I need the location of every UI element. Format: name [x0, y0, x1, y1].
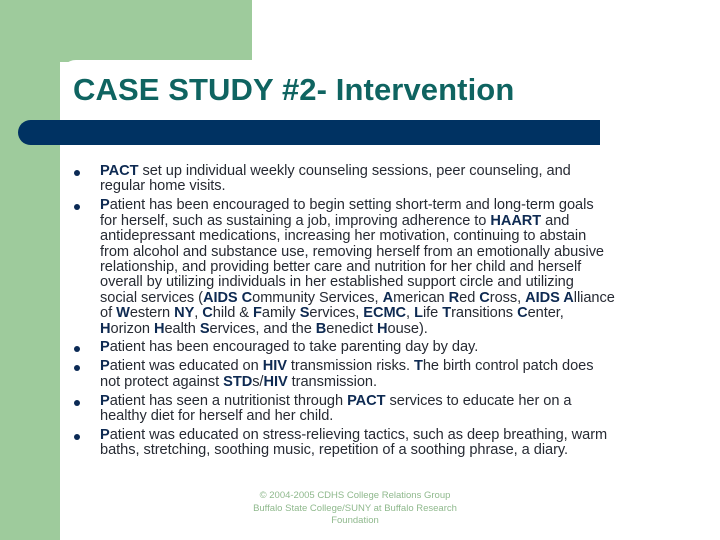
text-segment: ommunity Services, [252, 289, 383, 306]
text-segment: ife [422, 305, 443, 322]
emphasized-text: C [479, 289, 490, 306]
text-segment: merican [393, 289, 449, 306]
text-segment: ross, [489, 289, 526, 306]
text-segment: ouse). [387, 320, 428, 337]
text-segment: ervices, and the [209, 320, 316, 337]
bullet-text-line [100, 428, 720, 443]
text-segment: lliance [573, 289, 615, 306]
emphasized-text: PACT [347, 392, 386, 409]
text-segment: relationship, and providing better care and nutrition for her child and herself [100, 258, 582, 275]
text-segment: hild & [212, 305, 253, 322]
text-segment: amily [261, 305, 300, 322]
text-segment: overall by utilizing individuals in her established support circle and utilizing [100, 274, 574, 291]
bullet-text-line [100, 260, 720, 275]
bullet-text-line [100, 306, 720, 321]
emphasized-text: S [199, 320, 210, 337]
text-segment: orizon [110, 320, 154, 337]
bullet-text-line [100, 214, 720, 229]
text-segment: services to educate her on a [385, 392, 572, 409]
footer-line: © 2004-2005 CDHS College Relations Group [259, 490, 451, 501]
text-segment: atient was educated on stress-relieving tactics, such as deep breathing, warm [109, 427, 608, 443]
emphasized-text: HAART [490, 212, 542, 229]
text-segment: transmission. [287, 373, 377, 390]
text-segment: , [194, 305, 203, 322]
bullet-text-line [100, 291, 720, 306]
title-underline-bar [18, 120, 600, 145]
bullet-text-line [100, 443, 720, 458]
text-segment: ed [459, 289, 480, 306]
text-segment: social services ( [100, 289, 203, 306]
emphasized-text: P [100, 392, 110, 409]
text-segment: ransitions [451, 305, 518, 322]
bullet-text-line [100, 322, 720, 337]
bullet-text-line [100, 359, 720, 374]
bullet-text-line [100, 198, 720, 213]
bullet-item [0, 394, 720, 425]
emphasized-text: P [100, 427, 110, 443]
emphasized-text: PACT [100, 163, 139, 179]
emphasized-text: R [448, 289, 460, 306]
text-segment: atient has been encouraged to take parenting day by day. [109, 339, 479, 356]
emphasized-text: W [116, 305, 130, 322]
text-segment: ervices, [309, 305, 364, 322]
bullet-item [0, 340, 720, 355]
text-segment: antidepressant medications, increasing her motivation, continuing to abstain [100, 228, 587, 245]
emphasized-text: STD [223, 373, 253, 390]
emphasized-text: F [253, 305, 262, 322]
text-segment: atient has seen a nutritionist through [109, 392, 348, 409]
emphasized-text: H [100, 320, 111, 337]
text-segment: set up individual weekly counseling sessions, peer counseling, and [138, 163, 571, 179]
bullet-text-line [100, 245, 720, 260]
text-segment: enter, [527, 305, 564, 322]
text-segment: not protect against [100, 373, 224, 390]
bullet-text-line [100, 375, 720, 390]
emphasized-text: NY [174, 305, 195, 322]
emphasized-text: HIV [263, 373, 288, 390]
bullet-item [0, 164, 720, 195]
emphasized-text: T [413, 358, 423, 375]
text-segment: from alcohol and substance use, removing herself from an emotionally abusive [100, 243, 605, 260]
text-segment: atient has been encouraged to begin setting short-term and long-term goals [109, 197, 594, 214]
emphasized-text: A [382, 289, 394, 306]
text-segment: healthy diet for herself and her child. [100, 408, 334, 425]
text-segment: , [406, 305, 415, 322]
bullet-list [0, 164, 720, 462]
text-segment: and [541, 212, 570, 229]
bullet-item [0, 198, 720, 337]
text-segment: atient was educated on [109, 358, 263, 375]
bullet-dot-icon [74, 400, 80, 406]
bullet-dot-icon [74, 170, 80, 176]
emphasized-text: H [377, 320, 388, 337]
text-segment: regular home visits. [100, 178, 226, 195]
bullet-text-line [100, 340, 720, 355]
bullet-text-line [100, 409, 720, 424]
bullet-item [0, 359, 720, 390]
emphasized-text: S [299, 305, 310, 322]
bullet-text-line [100, 394, 720, 409]
emphasized-text: C [517, 305, 528, 322]
text-segment: s/ [252, 373, 264, 390]
text-segment: he birth control patch does [422, 358, 594, 375]
footer-line: Foundation [331, 515, 379, 526]
emphasized-text: C [202, 305, 213, 322]
text-segment: ealth [164, 320, 200, 337]
bullet-text-line [100, 164, 720, 179]
emphasized-text: T [442, 305, 452, 322]
emphasized-text: AIDS A [525, 289, 574, 306]
bullet-dot-icon [74, 204, 80, 210]
bullet-text-line [100, 179, 720, 194]
emphasized-text: HIV [262, 358, 287, 375]
emphasized-text: ECMC [363, 305, 407, 322]
emphasized-text: L [414, 305, 423, 322]
bullet-text-line [100, 275, 720, 290]
slide-title: CASE STUDY #2- Intervention [73, 72, 515, 107]
footer-line: Buffalo State College/SUNY at Buffalo Research [253, 502, 457, 514]
emphasized-text: P [100, 197, 110, 214]
footer-copyright [220, 490, 490, 528]
text-segment: of [100, 305, 117, 322]
bullet-dot-icon [74, 434, 80, 440]
text-segment: enedict [326, 320, 377, 337]
emphasized-text: P [100, 358, 110, 375]
bullet-text-line [100, 229, 720, 244]
emphasized-text: B [315, 320, 327, 337]
text-segment: baths, stretching, soothing music, repetition of a soothing phrase, a diary. [100, 442, 569, 459]
emphasized-text: P [100, 339, 110, 356]
bullet-dot-icon [74, 365, 80, 371]
emphasized-text: AIDS C [202, 289, 253, 306]
text-segment: transmission risks. [286, 358, 414, 375]
emphasized-text: H [153, 320, 165, 337]
bullet-dot-icon [74, 346, 80, 352]
bullet-item [0, 428, 720, 459]
text-segment: estern [129, 305, 175, 322]
text-segment: for herself, such as sustaining a job, improving adherence to [100, 212, 491, 229]
